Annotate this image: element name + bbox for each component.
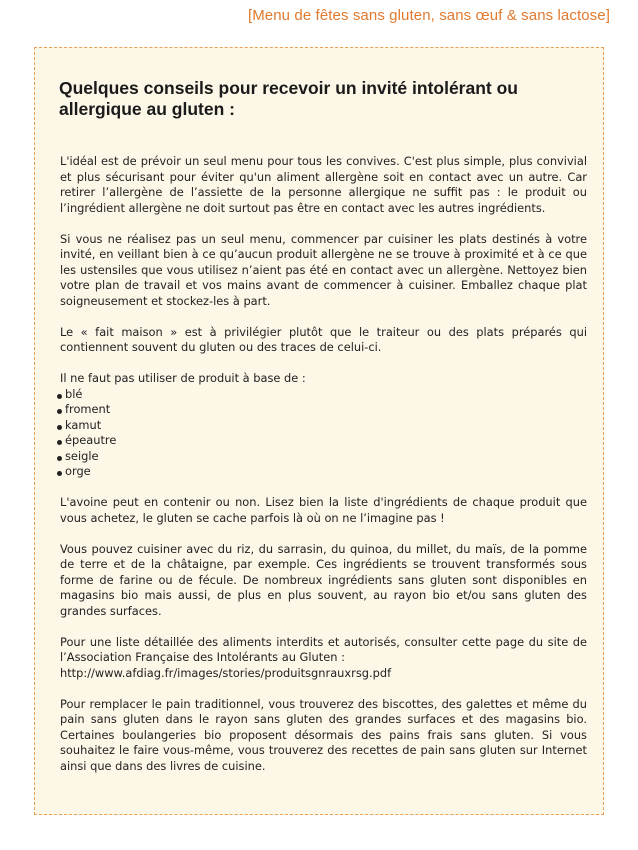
- paragraph-afdiag: [60, 635, 587, 682]
- paragraph-alternatives: Vous pouvez cuisiner avec du riz, du sarrasin, du quinoa, du millet, du maïs, de la pomme de terre et de la châtaigne, par exemple. Ces ingrédients se trouvent transformés sous forme de farine ou de fécule. De nombreux ingrédients sans gluten sont disponibles en magasins bio mais aussi, de plus en plus souvent, au rayon bio et/ou sans gluten des grandes surfaces.: [60, 541, 587, 618]
- list-item: [58, 418, 587, 434]
- forbidden-grains-list: [60, 387, 587, 480]
- list-item-label: blé: [65, 386, 83, 401]
- bullet-icon: [57, 409, 62, 414]
- list-item: [58, 433, 587, 449]
- panel-content: [60, 154, 587, 774]
- panel-title: Quelques conseils pour recevoir un invité intolérant ou allergique au gluten :: [59, 78, 518, 119]
- list-item-label: froment: [65, 402, 111, 416]
- paragraph-oats: L'avoine peut en contenir ou non. Lisez bien la liste d'ingrédients de chaque produit que vous achetez, le gluten se cache parfois là où on ne l’imagine pas !: [60, 495, 587, 525]
- list-item: [58, 464, 587, 480]
- list-item-label: seigle: [65, 448, 99, 463]
- bullet-icon: [57, 394, 62, 399]
- afdiag-link[interactable]: http://www.afdiag.fr/images/stories/produitsgnrauxrsg.pdf: [60, 665, 392, 680]
- list-item: [58, 387, 587, 403]
- tips-panel: [34, 47, 604, 815]
- bullet-icon: [57, 471, 62, 476]
- header-title: [Menu de fêtes sans gluten, sans œuf & sans lactose]: [247, 7, 610, 24]
- bullet-icon: [57, 456, 62, 461]
- list-item: [58, 449, 587, 465]
- list-item-label: épeautre: [65, 433, 117, 447]
- paragraph-homemade: Le « fait maison » est à privilégier plutôt que le traiteur ou des plats préparés qui contiennent souvent du gluten ou des traces de celui-ci.: [60, 324, 587, 354]
- list-item: [58, 402, 587, 418]
- bullet-icon: [57, 440, 62, 445]
- afdiag-text: Pour une liste détaillée des aliments interdits et autorisés, consulter cette page du site de l’Association Française des Intolérants au Gluten :: [60, 634, 587, 664]
- list-item-label: orge: [65, 464, 91, 478]
- list-intro: Il ne faut pas utiliser de produit à base de :: [60, 371, 306, 385]
- paragraph-bread: Pour remplacer le pain traditionnel, vous trouverez des biscottes, des galettes et même du pain sans gluten dans le rayon sans gluten des grandes surfaces et des magasins bio. Certaines boulangeries bio proposent désormais des pains frais sans gluten. Si vous souhaitez le faire vous-même, vous trouverez des recettes de pain sans gluten sur Internet ainsi que dans des livres de cuisine.: [60, 696, 587, 773]
- paragraph-separate-menu: Si vous ne réalisez pas un seul menu, commencer par cuisiner les plats destinés à votre invité, en veillant bien à ce qu’aucun produit allergène ne se trouve à proximité et à ce que les ustensiles que vous utilisez n’aient pas été en contact avec un allergène. Nettoyez bien votre plan de travail et vos mains avant de commencer à cuisiner. Emballez chaque plat soigneusement et stockez-les à part.: [60, 231, 587, 308]
- paragraph-single-menu: L'idéal est de prévoir un seul menu pour tous les convives. C'est plus simple, plus convivial et plus sécurisant pour éviter qu'un aliment allergène soit en contact avec un autre. Car retirer l’allergène de l’assiette de la personne allergique ne suffit pas : le produit ou l’ingrédient allergène ne doit surtout pas être en contact avec les autres ingrédients.: [60, 154, 587, 215]
- list-item-label: kamut: [65, 417, 102, 432]
- bullet-icon: [57, 425, 62, 430]
